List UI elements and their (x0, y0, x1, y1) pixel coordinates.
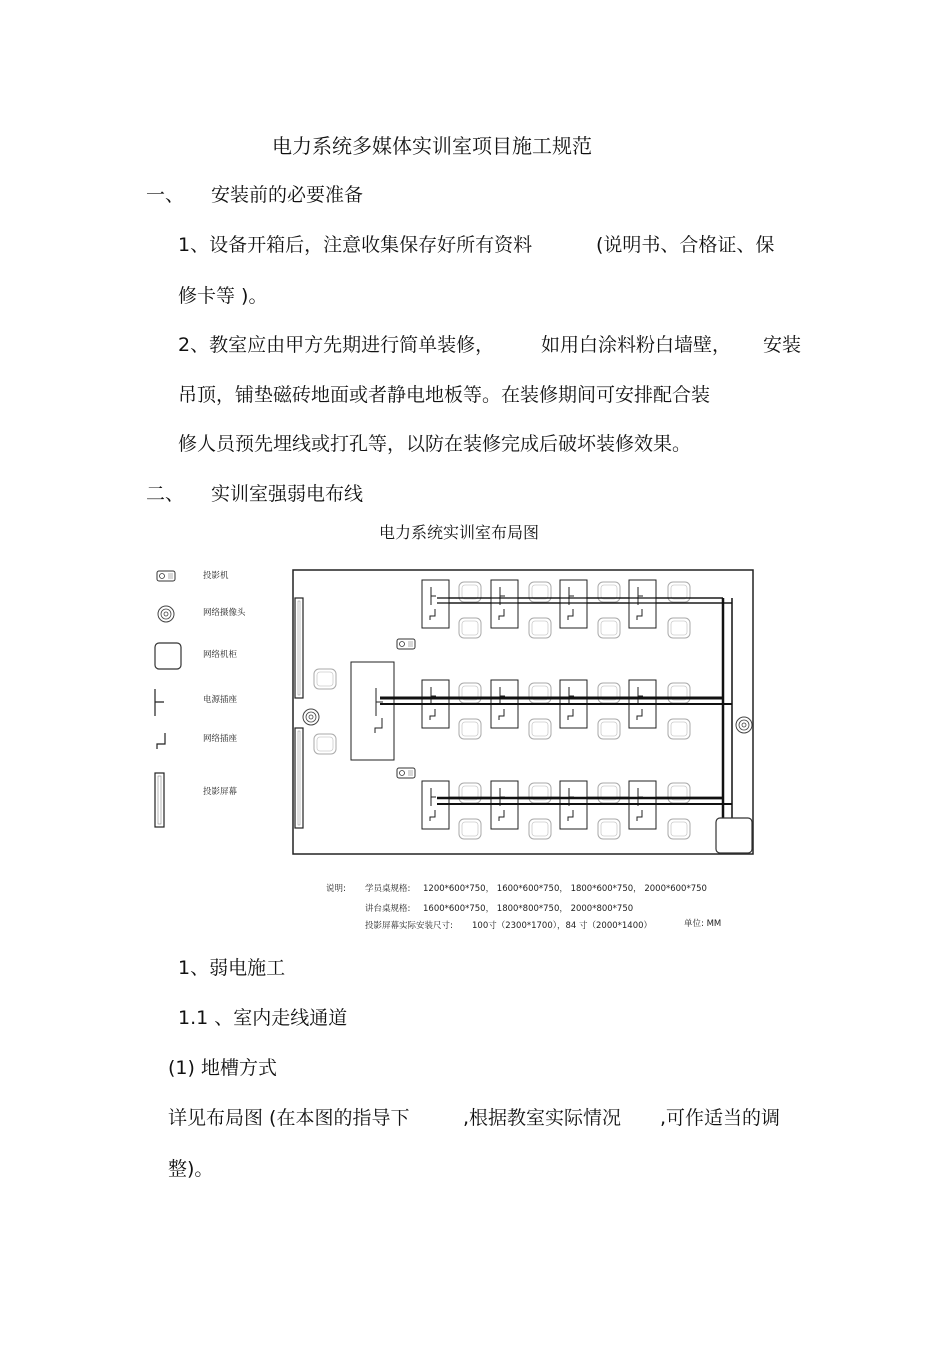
detail-text-part-a: 详见布局图 (在本图的指导下 (168, 1107, 410, 1129)
student-chairs (459, 582, 690, 839)
projection-screen-bottom (295, 728, 303, 828)
cable-row-3 (437, 798, 732, 804)
legend-label-projector: 投影机 (203, 571, 229, 581)
network-outlet-icon (157, 733, 165, 749)
wall-camera-left-icon (303, 709, 319, 725)
ceiling-projector-bottom-icon (397, 768, 415, 778)
cable-row-2 (380, 698, 732, 704)
legend-label-camera: 网络摄像头 (203, 608, 246, 618)
paragraph-2-part-d: 吊顶，铺垫磁砖地面或者静电地板等。在装修期间可安排配合装 (178, 384, 711, 406)
paragraph-2-part-a: 2、教室应由甲方先期进行简单装修， (178, 334, 495, 356)
paragraph-2-part-e: 修人员预先埋线或打孔等，以防在装修完成后破坏装修效果。 (178, 433, 692, 455)
legend-label-power: 电源插座 (203, 695, 238, 705)
detail-text-part-c: ,可作适当的调 (660, 1107, 781, 1129)
wall-camera-right-icon (736, 717, 752, 733)
section-2-number: 二、 (146, 483, 185, 505)
teacher-desk (351, 662, 394, 760)
power-outlet-icon (155, 689, 164, 716)
cable-trunk (723, 598, 732, 818)
subsection-indoor-routing: 1.1 、室内走线通道 (178, 1007, 348, 1029)
projection-screen-top (295, 598, 303, 698)
cable-row-1 (437, 598, 732, 603)
cabinet-icon (155, 643, 181, 669)
notes-teacher-spec: 1600*600*750， 1800*800*750， 2000*800*750 (423, 904, 634, 914)
notes-student-label: 学员桌规格: (365, 884, 411, 894)
legend-label-cabinet: 网络机柜 (203, 650, 238, 660)
paragraph-1-part-c: 修卡等 )。 (178, 285, 268, 307)
detail-text-part-d: 整)。 (168, 1158, 214, 1180)
section-2-title: 实训室强弱电布线 (211, 483, 364, 505)
page-title: 电力系统多媒体实训室项目施工规范 (272, 134, 592, 158)
paragraph-1-part-b: (说明书、合格证、保 (596, 234, 775, 256)
student-desks (422, 580, 656, 829)
paragraph-1-part-a: 1、设备开箱后，注意收集保存好所有资料 (178, 234, 533, 256)
detail-text-part-b: ,根据教室实际情况 (463, 1107, 622, 1129)
section-1-number: 一、 (146, 184, 185, 206)
legend-label-network: 网络插座 (203, 734, 238, 744)
figure-title: 电力系统实训室布局图 (379, 523, 540, 542)
subsection-weak-current: 1、弱电施工 (178, 957, 286, 979)
screen-icon (155, 773, 164, 827)
camera-icon (158, 606, 174, 622)
section-1-title: 安装前的必要准备 (211, 184, 364, 206)
projector-icon (157, 571, 175, 581)
network-cabinet (716, 818, 752, 853)
room-outline (293, 570, 753, 854)
teacher-chair-top (314, 669, 336, 689)
subsection-floor-trench: (1) 地槽方式 (168, 1057, 277, 1079)
notes-screen-spec: 100寸（2300*1700），84 寸（2000*1400） (472, 921, 653, 931)
notes-student-spec: 1200*600*750， 1600*600*750， 1800*600*750， 2000*600*750 (423, 884, 707, 894)
paragraph-2-part-b: 如用白涂料粉白墙壁， (541, 334, 732, 356)
teacher-chair-bottom (314, 734, 336, 754)
notes-label: 说明: (326, 884, 346, 894)
notes-unit: 单位: MM (684, 919, 722, 929)
notes-teacher-label: 讲台桌规格: (365, 904, 411, 914)
notes-screen-label: 投影屏幕实际安装尺寸: (365, 921, 453, 931)
legend-label-screen: 投影屏幕 (203, 787, 238, 797)
ceiling-projector-top-icon (397, 639, 415, 649)
paragraph-2-part-c: 安装 (763, 334, 802, 356)
